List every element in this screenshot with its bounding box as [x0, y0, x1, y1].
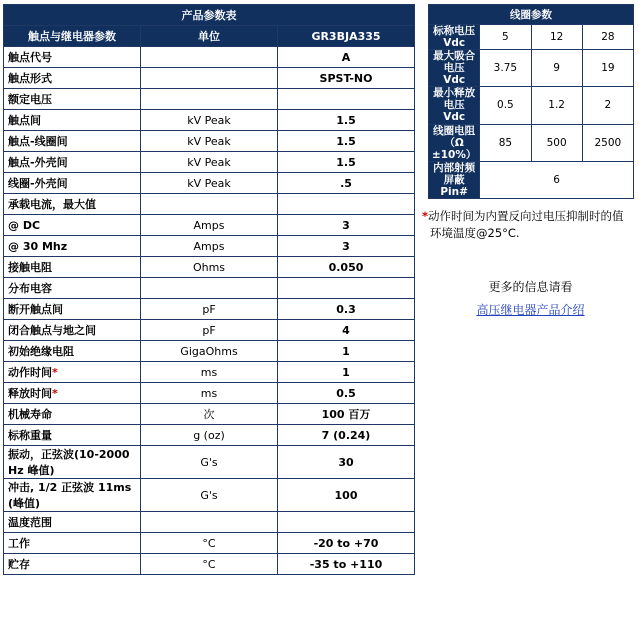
- table-row: [4, 299, 415, 320]
- table-row: [4, 257, 415, 278]
- table-row: [4, 131, 415, 152]
- spec-param-13: 闭合触点与地之间: [4, 320, 141, 341]
- table-row: [4, 278, 415, 299]
- spec-value-3: 1.5: [278, 110, 415, 131]
- asterisk-icon: *: [422, 209, 429, 223]
- coil-spec-table-container: [428, 4, 634, 199]
- table-row: [4, 425, 415, 446]
- spec-param-0: 触点代号: [4, 47, 141, 68]
- spec-value-18: 7 (0.24): [278, 425, 415, 446]
- spec-value-23: -35 to +110: [278, 554, 415, 575]
- table-row: [4, 362, 415, 383]
- spec-unit-21: [141, 512, 278, 533]
- spec-value-7: [278, 194, 415, 215]
- spec-param-17: 机械寿命: [4, 404, 141, 425]
- spec-value-1: SPST-NO: [278, 68, 415, 89]
- spec-param-10: 接触电阻: [4, 257, 141, 278]
- spec-value-12: 0.3: [278, 299, 415, 320]
- spec-param-7: 承载电流，最大值: [4, 194, 141, 215]
- table-row: [429, 124, 634, 161]
- table-row: [429, 50, 634, 87]
- table-row: [4, 110, 415, 131]
- spec-value-16: 0.5: [278, 383, 415, 404]
- spec-value-9: 3: [278, 236, 415, 257]
- spec-value-13: 4: [278, 320, 415, 341]
- spec-unit-2: [141, 89, 278, 110]
- coil-value-1-2: 19: [582, 50, 633, 87]
- spec-value-19: 30: [278, 446, 415, 479]
- table-row: [429, 87, 634, 124]
- coil-table-title: 线圈参数: [429, 5, 634, 25]
- spec-unit-11: [141, 278, 278, 299]
- table-row: [4, 215, 415, 236]
- table-row: [4, 341, 415, 362]
- spec-unit-17: 次: [141, 404, 278, 425]
- spec-param-4: 触点-线圈间: [4, 131, 141, 152]
- spec-param-11: 分布电容: [4, 278, 141, 299]
- spec-value-17: 100 百万: [278, 404, 415, 425]
- spec-unit-22: °C: [141, 533, 278, 554]
- spec-header-unit: 单位: [141, 26, 278, 47]
- spec-table-header-row: [4, 26, 415, 47]
- coil-label-4-line2: Pin#: [440, 185, 468, 198]
- spec-param-19: 振动，正弦波(10-2000 Hz 峰值): [4, 446, 141, 479]
- spec-param-3: 触点间: [4, 110, 141, 131]
- table-row: [4, 173, 415, 194]
- table-row: [429, 25, 634, 50]
- spec-param-15-cell: [4, 362, 141, 383]
- coil-value-3-2: 2500: [582, 124, 633, 161]
- spec-param-18: 标称重量: [4, 425, 141, 446]
- coil-label-2: 最小释放电压 Vdc: [429, 87, 480, 124]
- footnote-star-icon: *: [52, 387, 58, 400]
- spec-unit-4: kV Peak: [141, 131, 278, 152]
- spec-table-title-row: [4, 5, 415, 26]
- spec-value-15: 1: [278, 362, 415, 383]
- spec-value-22: -20 to +70: [278, 533, 415, 554]
- coil-value-4-0: 6: [480, 161, 634, 198]
- coil-spec-table: [428, 4, 634, 199]
- spec-value-6: .5: [278, 173, 415, 194]
- coil-value-2-0: 0.5: [480, 87, 531, 124]
- spec-header-value: GR3BJA335: [278, 26, 415, 47]
- spec-param-9: @ 30 Mhz: [4, 236, 141, 257]
- spec-value-0: A: [278, 47, 415, 68]
- spec-unit-10: Ohms: [141, 257, 278, 278]
- coil-value-3-1: 500: [531, 124, 582, 161]
- spec-unit-23: °C: [141, 554, 278, 575]
- product-spec-table: [3, 4, 415, 575]
- table-row: [4, 89, 415, 110]
- footnote-line-1: [422, 208, 637, 225]
- spec-unit-8: Amps: [141, 215, 278, 236]
- table-row: [4, 194, 415, 215]
- spec-param-6: 线圈-外壳间: [4, 173, 141, 194]
- coil-table-body: [429, 5, 634, 199]
- spec-value-2: [278, 89, 415, 110]
- spec-unit-7: [141, 194, 278, 215]
- spec-value-20: 100: [278, 479, 415, 512]
- coil-value-1-0: 3.75: [480, 50, 531, 87]
- spec-unit-1: [141, 68, 278, 89]
- table-row: [4, 383, 415, 404]
- table-row: [4, 404, 415, 425]
- spec-table-body: [4, 5, 415, 575]
- coil-label-3-line1: 线圈电阻: [433, 124, 476, 137]
- spec-unit-18: g (oz): [141, 425, 278, 446]
- table-row: [4, 533, 415, 554]
- footnote-text-2: 环境温度@25°C.: [430, 226, 520, 241]
- spec-value-10: 0.050: [278, 257, 415, 278]
- spec-unit-15: ms: [141, 362, 278, 383]
- spec-unit-0: [141, 47, 278, 68]
- spec-param-1: 触点形式: [4, 68, 141, 89]
- spec-param-5: 触点-外壳间: [4, 152, 141, 173]
- coil-value-0-2: 28: [582, 25, 633, 50]
- spec-param-8: @ DC: [4, 215, 141, 236]
- table-row: [4, 68, 415, 89]
- coil-value-1-1: 9: [531, 50, 582, 87]
- spec-header-param: 触点与继电器参数: [4, 26, 141, 47]
- table-row: [4, 320, 415, 341]
- spec-param-12: 断开触点间: [4, 299, 141, 320]
- coil-value-3-0: 85: [480, 124, 531, 161]
- spec-value-4: 1.5: [278, 131, 415, 152]
- spec-unit-12: pF: [141, 299, 278, 320]
- spec-unit-3: kV Peak: [141, 110, 278, 131]
- coil-label-1: 最大吸合电压 Vdc: [429, 50, 480, 87]
- table-row: [4, 152, 415, 173]
- coil-value-0-0: 5: [480, 25, 531, 50]
- spec-unit-5: kV Peak: [141, 152, 278, 173]
- spec-param-16-cell: [4, 383, 141, 404]
- spec-param-15: 动作时间: [8, 366, 52, 379]
- spec-value-8: 3: [278, 215, 415, 236]
- table-row: [4, 47, 415, 68]
- spec-unit-19: G's: [141, 446, 278, 479]
- coil-value-2-1: 1.2: [531, 87, 582, 124]
- spec-value-21: [278, 512, 415, 533]
- table-row: [4, 479, 415, 512]
- product-spec-table-container: [3, 4, 415, 575]
- spec-value-5: 1.5: [278, 152, 415, 173]
- spec-unit-14: GigaOhms: [141, 341, 278, 362]
- spec-unit-9: Amps: [141, 236, 278, 257]
- coil-label-3-line2: （Ω ±10%）: [431, 136, 477, 161]
- coil-label-3: [429, 124, 480, 161]
- table-row: [4, 512, 415, 533]
- spec-param-20: 冲击, 1/2 正弦波 11ms (峰值): [4, 479, 141, 512]
- spec-value-11: [278, 278, 415, 299]
- more-info-block: [428, 276, 633, 322]
- coil-label-4: [429, 161, 480, 198]
- spec-param-21: 温度范围: [4, 512, 141, 533]
- spec-table-title: 产品参数表: [4, 5, 415, 26]
- coil-label-0: 标称电压 Vdc: [429, 25, 480, 50]
- table-row: [4, 554, 415, 575]
- spec-value-14: 1: [278, 341, 415, 362]
- spec-unit-20: G's: [141, 479, 278, 512]
- table-row: [429, 161, 634, 198]
- footnote-star-icon: *: [52, 366, 58, 379]
- more-info-label: 更多的信息请看: [488, 280, 573, 294]
- table-row: [4, 446, 415, 479]
- coil-value-0-1: 12: [531, 25, 582, 50]
- coil-value-2-2: 2: [582, 87, 633, 124]
- coil-table-title-row: [429, 5, 634, 25]
- spec-param-2: 额定电压: [4, 89, 141, 110]
- spec-unit-16: ms: [141, 383, 278, 404]
- spec-param-22: 工作: [4, 533, 141, 554]
- spec-unit-6: kV Peak: [141, 173, 278, 194]
- spec-unit-13: pF: [141, 320, 278, 341]
- coil-label-4-line1: 内部射频屏蔽: [433, 161, 476, 186]
- footnote-block: [422, 208, 637, 243]
- spec-param-14: 初始绝缘电阻: [4, 341, 141, 362]
- spec-param-23: 贮存: [4, 554, 141, 575]
- footnote-text-1: 动作时间为内置反向过电压抑制时的值: [428, 209, 624, 223]
- spec-param-16: 释放时间: [8, 387, 52, 400]
- more-info-link[interactable]: 高压继电器产品介绍: [476, 302, 585, 317]
- table-row: [4, 236, 415, 257]
